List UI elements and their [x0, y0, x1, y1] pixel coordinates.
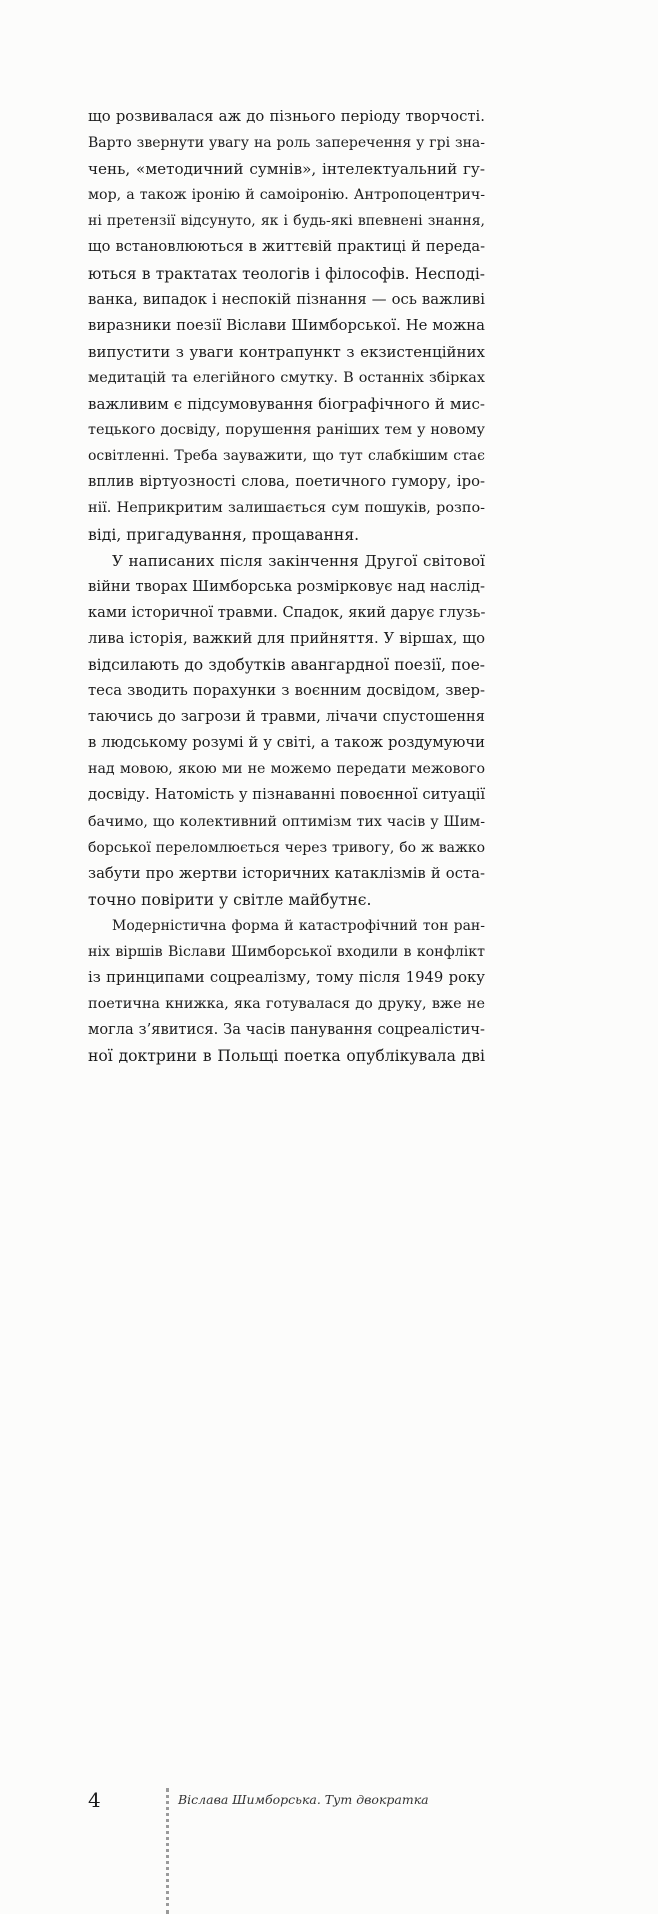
text-line: ніх віршів Віслави Шимборської входили в конфлікт [88, 944, 485, 960]
dotted-vertical-rule [166, 1788, 169, 1914]
text-line: чень, «методичний сумнів», інтелектуальний гу- [88, 160, 485, 179]
text-line: У написаних після закінчення Другої світової [112, 551, 485, 570]
text-line: відсилають до здобутків авангардної поезії, пое- [88, 655, 485, 674]
text-line: досвіду. Натомість у пізнаванні повоєнної ситуації [88, 786, 486, 804]
text-line: виразники поезії Віслави Шимборської. Не можна [88, 316, 485, 334]
text-line: могла з’явитися. За часів панування соцреалістич- [88, 1021, 485, 1039]
text-line: війни творах Шимборська розмірковує над наслід- [88, 577, 485, 595]
text-line: таючись до загрози й травми, лічачи спустошення [88, 708, 485, 726]
text-line: віді, пригадування, прощавання. [88, 525, 360, 544]
text-line: випустити з уваги контрапункт з екзистенційних [88, 342, 485, 361]
text-line: із принципами соцреалізму, тому після 1949 року [88, 969, 485, 987]
text-line: ками історичної травми. Спадок, який дарує глузь- [88, 603, 486, 621]
text-line: теса зводить порахунки з воєнним досвідом, звер- [88, 682, 485, 700]
text-line: Варто звернути увагу на роль заперечення у грі зна- [88, 135, 485, 152]
text-line: мор, а також іронію й самоіронію. Антропоцентрич- [88, 187, 485, 204]
page-number: 4 [88, 1788, 101, 1812]
text-line: тецького досвіду, порушення раніших тем у новому [88, 422, 485, 439]
text-line: ні претензії відсунуто, як і будь-які впевнені знання, [88, 213, 485, 230]
text-line: вплив віртуозності слова, поетичного гумору, іро- [88, 473, 485, 491]
text-line: ються в трактатах теологів і філософів. Несподі- [88, 264, 485, 283]
text-line: ванка, випадок і неспокій пізнання — ось важливі [88, 290, 485, 308]
text-line: ної доктрини в Польщі поетка опублікувала дві [88, 1047, 485, 1066]
running-title: Віслава Шимборська. Тут двократка [178, 1792, 429, 1807]
text-line: що встановлюються в життєвій практиці й переда- [88, 238, 485, 256]
text-line: точно повірити у світле майбутнє. [88, 890, 372, 909]
text-line: освітленні. Треба зауважити, що тут слабкішим стає [88, 448, 485, 465]
text-line: медитацій та елегійного смутку. В останніх збірках [88, 369, 485, 386]
text-line: забути про жертви історичних катаклізмів й оста- [88, 864, 485, 882]
text-line: важливим є підсумовування біографічного й мис- [88, 395, 485, 414]
text-line: що розвивалася аж до пізнього періоду творчості. [88, 108, 485, 125]
text-line: лива історія, важкий для прийняття. У віршах, що [88, 629, 485, 647]
text-line: над мовою, якою ми не можемо передати межового [88, 761, 485, 778]
text-line: бачимо, що колективний оптимізм тих часів у Шим- [88, 813, 485, 830]
text-line: в людському розумі й у світі, а також роздумуючи [88, 734, 485, 752]
text-line: борської переломлюється через тривогу, бо ж важко [88, 839, 485, 856]
text-line: Модерністична форма й катастрофічний тон ран- [112, 917, 485, 934]
text-line: поетична книжка, яка готувалася до друку, вже не [88, 996, 485, 1013]
text-line: нії. Неприкритим залишається сум пошуків, розпо- [88, 500, 485, 517]
